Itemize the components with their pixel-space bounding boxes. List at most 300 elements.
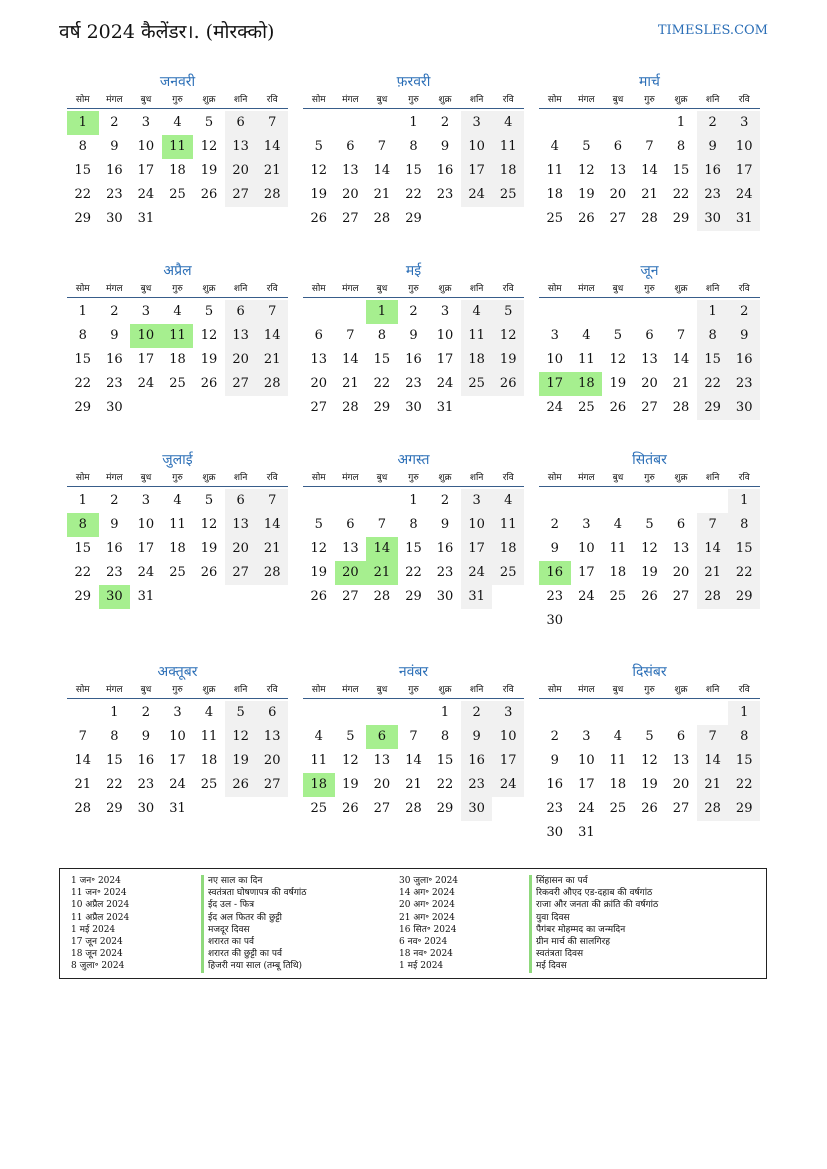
day-cell: 5 [225, 701, 257, 725]
day-cell: 19 [200, 352, 218, 367]
empty-cell [335, 489, 367, 513]
month-block [67, 261, 288, 420]
weekday-label: मंगल [106, 473, 123, 483]
weekday-header [67, 470, 288, 487]
day-cell: 28 [373, 589, 391, 604]
day-cell: 27 [609, 211, 627, 226]
holiday-day-cell: 17 [539, 372, 571, 396]
day-cell: 25 [492, 183, 524, 207]
weekday-label: बुध [612, 95, 624, 105]
day-cell: 27 [225, 561, 257, 585]
day-cell: 26 [200, 565, 218, 580]
holiday-day-cell: 1 [366, 300, 398, 324]
weekday-label: मंगल [578, 685, 595, 695]
legend-holiday-name: पैगंबर मोहम्मद का जन्मदिन [529, 924, 658, 936]
month-name: नवंबर [398, 664, 429, 680]
day-cell: 7 [697, 513, 729, 537]
holiday-day-cell: 16 [539, 561, 571, 585]
legend-descriptions-right [529, 875, 658, 973]
day-cell: 12 [578, 163, 595, 178]
day-cell: 16 [436, 541, 454, 556]
weekday-label: मंगल [578, 95, 595, 105]
weekday-label: बुध [140, 473, 152, 483]
day-cell: 13 [225, 135, 257, 159]
weekday-label: गुरु [408, 685, 419, 695]
holiday-legend [59, 868, 767, 979]
legend-holiday-name: शरारत की छुट्टी का पर्व [201, 948, 307, 960]
legend-date: 14 अग॰ 2024 [399, 888, 455, 899]
weekday-header [303, 92, 524, 109]
day-cell: 12 [200, 517, 218, 532]
day-cell: 22 [405, 565, 422, 580]
weekday-label: रवि [738, 685, 750, 695]
weekday-label: रवि [502, 95, 514, 105]
day-cell: 14 [672, 352, 690, 367]
empty-cell [665, 701, 697, 725]
weekday-label: सोम [311, 685, 326, 695]
weekday-label: मंगल [106, 685, 123, 695]
day-cell: 16 [461, 749, 493, 773]
day-cell: 23 [546, 589, 564, 604]
day-cell: 13 [373, 753, 391, 768]
day-cell: 18 [169, 352, 186, 367]
day-cell: 31 [137, 589, 155, 604]
day-cell: 17 [137, 163, 155, 178]
day-cell: 24 [436, 376, 454, 391]
day-cell: 22 [106, 777, 123, 792]
day-cell: 17 [169, 753, 186, 768]
day-cell: 29 [728, 797, 760, 821]
day-cell: 14 [405, 753, 422, 768]
day-cell: 31 [461, 585, 493, 609]
day-cell: 18 [200, 753, 218, 768]
day-cell: 30 [106, 211, 123, 226]
legend-holiday-name: सिंहासन का पर्व [529, 875, 658, 887]
empty-cell [571, 701, 603, 725]
month-block [539, 261, 760, 420]
weekday-label: मंगल [578, 473, 595, 483]
weekday-label: सोम [311, 284, 326, 294]
day-cell: 3 [141, 304, 151, 319]
legend-holiday-name: युवा दिवस [529, 912, 658, 924]
day-cell: 28 [697, 585, 729, 609]
day-cell: 4 [613, 517, 623, 532]
day-cell: 29 [373, 400, 391, 415]
day-cell: 6 [314, 328, 323, 343]
day-cell: 13 [342, 163, 359, 178]
day-cell: 18 [169, 541, 186, 556]
day-cell: 17 [436, 352, 454, 367]
day-cell: 21 [342, 376, 359, 391]
day-cell: 7 [409, 729, 418, 744]
legend-holiday-name: ईद उल - फित्र [201, 899, 307, 911]
day-cell: 11 [461, 324, 493, 348]
day-cell: 4 [314, 729, 323, 744]
weekday-label: बुध [612, 284, 624, 294]
day-cell: 31 [578, 825, 595, 840]
legend-descriptions-left [201, 875, 307, 973]
day-cell: 14 [373, 163, 391, 178]
legend-holiday-name: शरारत का पर्व [201, 936, 307, 948]
day-cell: 22 [728, 561, 760, 585]
day-cell: 14 [697, 749, 729, 773]
day-cell: 2 [728, 300, 760, 324]
day-cell: 20 [641, 376, 658, 391]
weekday-label: बुध [376, 284, 388, 294]
day-cell: 5 [613, 328, 623, 343]
month-name: फ़रवरी [396, 74, 431, 90]
day-cell: 29 [697, 396, 729, 420]
day-cell: 27 [310, 400, 328, 415]
day-cell: 12 [310, 163, 328, 178]
day-cell: 23 [697, 183, 729, 207]
day-cell: 2 [141, 705, 151, 720]
day-cell: 10 [578, 753, 595, 768]
empty-cell [634, 701, 666, 725]
empty-cell [602, 489, 634, 513]
empty-cell [602, 111, 634, 135]
weekday-label: बुध [140, 284, 152, 294]
day-cell: 4 [461, 300, 493, 324]
day-cell: 17 [137, 352, 155, 367]
day-cell: 28 [373, 211, 391, 226]
holiday-day-cell: 8 [67, 513, 99, 537]
weekday-label: रवि [738, 95, 750, 105]
day-cell: 2 [550, 729, 559, 744]
day-cell: 24 [578, 589, 595, 604]
day-cell: 30 [436, 589, 454, 604]
weekday-label: सोम [75, 685, 90, 695]
day-cell: 10 [137, 139, 155, 154]
weekday-label: गुरु [172, 284, 183, 294]
empty-cell [665, 300, 697, 324]
legend-holiday-name: स्वतंत्रता दिवस [529, 948, 658, 960]
month-block [303, 450, 524, 609]
empty-cell [335, 111, 367, 135]
day-cell: 8 [409, 517, 418, 532]
day-cell: 19 [310, 187, 328, 202]
day-cell: 30 [137, 801, 155, 816]
weekday-label: गुरु [408, 284, 419, 294]
day-cell: 27 [342, 589, 359, 604]
legend-date: 18 नव॰ 2024 [399, 949, 453, 960]
day-cell: 20 [373, 777, 391, 792]
day-cell: 2 [440, 493, 450, 508]
month-block [67, 72, 288, 231]
day-cell: 19 [492, 348, 524, 372]
day-cell: 3 [582, 729, 591, 744]
day-cell: 4 [492, 489, 524, 513]
day-cell: 3 [728, 111, 760, 135]
weekday-label: शुक्र [202, 284, 216, 294]
day-cell: 20 [225, 537, 257, 561]
day-cell: 18 [492, 537, 524, 561]
day-cell: 8 [728, 513, 760, 537]
day-cell: 24 [578, 801, 595, 816]
month-block [303, 261, 524, 420]
day-grid [303, 701, 524, 821]
day-cell: 23 [137, 777, 155, 792]
day-grid [67, 300, 288, 420]
day-cell: 29 [106, 801, 123, 816]
day-cell: 26 [225, 773, 257, 797]
month-block [67, 450, 288, 609]
day-cell: 1 [78, 304, 87, 319]
holiday-day-cell: 11 [162, 135, 194, 159]
weekday-label: शनि [705, 473, 720, 483]
day-cell: 10 [461, 513, 493, 537]
day-cell: 19 [200, 541, 218, 556]
empty-cell [366, 701, 398, 725]
legend-date: 20 अग॰ 2024 [399, 900, 455, 911]
weekday-header [303, 470, 524, 487]
day-cell: 3 [492, 701, 524, 725]
weekday-label: शनि [233, 685, 248, 695]
day-cell: 9 [461, 725, 493, 749]
day-cell: 18 [609, 777, 627, 792]
day-cell: 23 [106, 376, 123, 391]
day-cell: 1 [728, 489, 760, 513]
day-cell: 24 [461, 561, 493, 585]
weekday-label: गुरु [644, 284, 655, 294]
day-cell: 24 [492, 773, 524, 797]
day-cell: 23 [461, 773, 493, 797]
legend-date: 18 जून 2024 [71, 949, 123, 960]
weekday-label: बुध [612, 473, 624, 483]
day-cell: 3 [582, 517, 591, 532]
day-cell: 16 [106, 541, 123, 556]
weekday-label: शनि [469, 685, 484, 695]
month-name: दिसंबर [632, 664, 667, 680]
day-cell: 26 [310, 211, 328, 226]
day-cell: 3 [550, 328, 559, 343]
day-cell: 27 [672, 801, 690, 816]
day-cell: 29 [405, 211, 422, 226]
day-cell: 7 [256, 111, 288, 135]
weekday-label: रवि [502, 685, 514, 695]
day-grid [539, 300, 760, 420]
day-grid [539, 701, 760, 845]
month-name: मई [405, 263, 422, 279]
day-cell: 9 [550, 541, 559, 556]
day-cell: 17 [578, 777, 595, 792]
legend-date: 1 मई 2024 [71, 924, 116, 935]
day-cell: 11 [578, 352, 595, 367]
day-cell: 27 [225, 183, 257, 207]
day-cell: 31 [169, 801, 186, 816]
weekday-label: सोम [547, 473, 562, 483]
legend-date: 11 अप्रैल 2024 [71, 912, 130, 923]
day-cell: 2 [110, 304, 119, 319]
day-cell: 28 [697, 797, 729, 821]
day-grid [539, 111, 760, 231]
weekday-label: गुरु [408, 473, 419, 483]
legend-date: 8 जुला॰ 2024 [71, 961, 125, 972]
day-cell: 5 [582, 139, 591, 154]
day-cell: 25 [169, 565, 186, 580]
weekday-label: मंगल [106, 95, 123, 105]
weekday-label: बुध [140, 685, 152, 695]
empty-cell [697, 701, 729, 725]
month-name: जनवरी [159, 74, 196, 90]
empty-cell [539, 111, 571, 135]
day-cell: 18 [461, 348, 493, 372]
day-cell: 29 [74, 211, 92, 226]
day-cell: 6 [225, 111, 257, 135]
day-cell: 15 [74, 352, 92, 367]
day-cell: 12 [225, 725, 257, 749]
day-cell: 24 [728, 183, 760, 207]
day-cell: 15 [74, 541, 92, 556]
month-block [67, 662, 288, 821]
weekday-label: सोम [311, 95, 326, 105]
day-cell: 26 [578, 211, 595, 226]
weekday-label: शुक्र [674, 284, 688, 294]
day-cell: 20 [256, 749, 288, 773]
day-cell: 21 [256, 537, 288, 561]
day-cell: 16 [697, 159, 729, 183]
weekday-label: गुरु [644, 685, 655, 695]
day-cell: 29 [436, 801, 454, 816]
weekday-label: शनि [705, 284, 720, 294]
day-cell: 20 [225, 348, 257, 372]
weekday-label: बुध [376, 473, 388, 483]
day-cell: 23 [728, 372, 760, 396]
legend-holiday-name: राजा और जनता की क्रांति की वर्षगांठ [529, 899, 658, 911]
month-name: अप्रैल [163, 263, 192, 279]
weekday-header [539, 281, 760, 298]
day-cell: 15 [436, 753, 454, 768]
weekday-label: सोम [547, 95, 562, 105]
day-cell: 14 [697, 537, 729, 561]
day-cell: 3 [141, 115, 151, 130]
day-cell: 11 [169, 517, 186, 532]
day-cell: 7 [78, 729, 87, 744]
day-cell: 21 [641, 187, 658, 202]
empty-cell [67, 701, 99, 725]
empty-cell [571, 111, 603, 135]
empty-cell [335, 300, 367, 324]
day-cell: 1 [676, 115, 686, 130]
weekday-label: शुक्र [202, 95, 216, 105]
day-cell: 13 [641, 352, 658, 367]
day-cell: 14 [74, 753, 92, 768]
empty-cell [571, 489, 603, 513]
day-cell: 13 [310, 352, 328, 367]
day-cell: 3 [461, 111, 493, 135]
site-link[interactable]: TIMESLES.COM [657, 23, 768, 38]
month-block [539, 72, 760, 231]
weekday-label: शुक्र [674, 95, 688, 105]
day-grid [303, 489, 524, 609]
day-cell: 28 [256, 372, 288, 396]
day-cell: 21 [74, 777, 92, 792]
day-cell: 23 [546, 801, 564, 816]
weekday-header [303, 281, 524, 298]
day-cell: 21 [697, 773, 729, 797]
day-cell: 23 [106, 565, 123, 580]
day-cell: 9 [440, 139, 450, 154]
day-cell: 18 [492, 159, 524, 183]
day-cell: 2 [409, 304, 418, 319]
day-cell: 5 [492, 300, 524, 324]
legend-holiday-name: रिकवरी औएद एड-दहाब की वर्षगांठ [529, 887, 658, 899]
weekday-label: मंगल [342, 284, 359, 294]
month-block [539, 450, 760, 633]
day-cell: 24 [169, 777, 186, 792]
empty-cell [602, 701, 634, 725]
day-cell: 7 [256, 300, 288, 324]
day-cell: 8 [440, 729, 450, 744]
holiday-day-cell: 20 [335, 561, 367, 585]
day-cell: 14 [256, 135, 288, 159]
legend-holiday-name: ग्रीन मार्च की सालगिरह [529, 936, 658, 948]
day-cell: 3 [173, 705, 182, 720]
weekday-label: शुक्र [438, 473, 452, 483]
day-cell: 16 [405, 352, 422, 367]
legend-holiday-name: हिजरी नया साल (तम्बू तिथि) [201, 960, 307, 972]
weekday-label: शुक्र [438, 284, 452, 294]
weekday-label: शनि [705, 95, 720, 105]
empty-cell [539, 300, 571, 324]
weekday-label: सोम [311, 473, 326, 483]
day-cell: 20 [672, 565, 690, 580]
day-cell: 21 [405, 777, 422, 792]
day-cell: 19 [310, 565, 328, 580]
weekday-label: शनि [469, 95, 484, 105]
day-cell: 9 [110, 328, 119, 343]
day-cell: 11 [492, 513, 524, 537]
day-cell: 28 [672, 400, 690, 415]
day-cell: 29 [74, 589, 92, 604]
day-cell: 26 [200, 187, 218, 202]
day-cell: 26 [641, 801, 658, 816]
day-cell: 17 [461, 537, 493, 561]
day-cell: 19 [225, 749, 257, 773]
day-cell: 6 [676, 729, 686, 744]
day-cell: 9 [110, 517, 119, 532]
day-cell: 27 [342, 211, 359, 226]
day-cell: 23 [405, 376, 422, 391]
day-cell: 29 [672, 211, 690, 226]
holiday-day-cell: 14 [366, 537, 398, 561]
holiday-day-cell: 1 [67, 111, 99, 135]
day-cell: 18 [546, 187, 564, 202]
weekday-label: बुध [612, 685, 624, 695]
empty-cell [366, 111, 398, 135]
day-cell: 26 [641, 589, 658, 604]
day-cell: 25 [492, 561, 524, 585]
day-cell: 19 [342, 777, 359, 792]
empty-cell [303, 701, 335, 725]
day-cell: 8 [110, 729, 119, 744]
day-grid [539, 489, 760, 633]
day-cell: 2 [550, 517, 559, 532]
day-cell: 27 [641, 400, 658, 415]
empty-cell [366, 489, 398, 513]
day-cell: 12 [641, 753, 658, 768]
day-cell: 22 [74, 187, 92, 202]
weekday-label: शुक्र [438, 685, 452, 695]
day-cell: 12 [492, 324, 524, 348]
empty-cell [634, 111, 666, 135]
day-cell: 20 [672, 777, 690, 792]
day-cell: 7 [676, 328, 686, 343]
weekday-header [67, 281, 288, 298]
day-cell: 8 [409, 139, 418, 154]
day-cell: 4 [613, 729, 623, 744]
day-cell: 30 [546, 613, 564, 628]
